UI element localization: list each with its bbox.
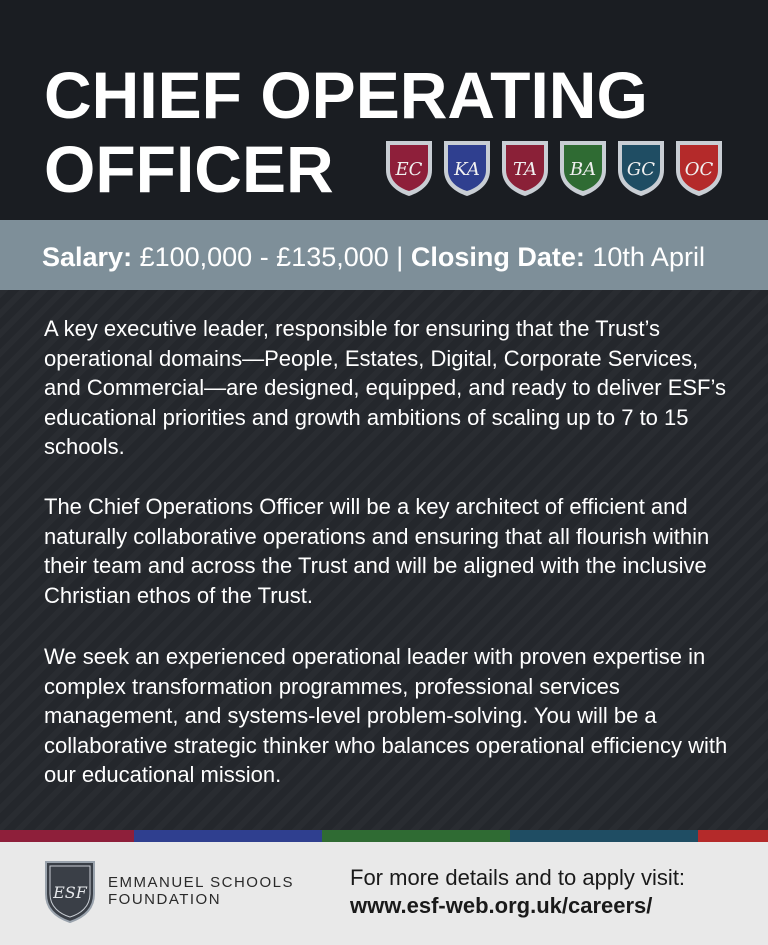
school-monogram: TA xyxy=(512,159,538,180)
organisation-name-line-2: FOUNDATION xyxy=(108,891,222,908)
apply-instructions: For more details and to apply visit: xyxy=(350,865,686,890)
color-strip-segment xyxy=(0,830,134,842)
page-title-line-2: OFFICER xyxy=(44,132,334,206)
school-monogram: OC xyxy=(684,159,714,180)
school-monogram: BA xyxy=(569,159,597,180)
closing-date-value: 10th April xyxy=(592,242,705,272)
school-shield-icon xyxy=(500,138,550,198)
school-shield-icon xyxy=(674,138,724,198)
organisation-name xyxy=(108,874,294,908)
school-shield-icon xyxy=(442,138,492,198)
school-shield-icon xyxy=(616,138,666,198)
job-description xyxy=(0,290,768,830)
header xyxy=(0,0,768,220)
school-shield-icon xyxy=(558,138,608,198)
logo-monogram: ESF xyxy=(53,883,87,902)
school-monogram: KA xyxy=(454,159,480,180)
description-paragraph-1: A key executive leader, responsible for ensuring that the Trust’s operational domains—People, Estates, Digital, Corporate Services, and Commercial—are designed, equipped, and ready to deliver ESF’s educational priorities and growth ambitions of scaling up to 7 to 15 schools. xyxy=(44,316,726,459)
school-monogram: GC xyxy=(626,159,656,180)
description-paragraph-2: The Chief Operations Officer will be a key architect of efficient and naturally collaborative operations and ensuring that all flourish within their team and across the Trust and will be aligned with the inclusive Christian ethos of the Trust. xyxy=(44,494,710,608)
school-monogram: EC xyxy=(395,159,423,180)
page-title-line-1: CHIEF OPERATING xyxy=(44,58,648,132)
salary-value: £100,000 - £135,000 | xyxy=(139,242,404,272)
color-strip-segment xyxy=(510,830,698,842)
color-strip-segment xyxy=(134,830,322,842)
color-strip xyxy=(0,830,768,842)
salary-bar xyxy=(0,220,768,290)
footer xyxy=(0,842,768,945)
careers-link[interactable]: www.esf-web.org.uk/careers/ xyxy=(350,893,653,918)
description-paragraph-3: We seek an experienced operational leader with proven expertise in complex transformation programmes, professional services management, and systems-level problem-solving. You will be a collaborative strategic thinker who balances operational efficiency with our educational mission. xyxy=(44,644,728,787)
esf-logo-icon xyxy=(44,860,96,924)
salary-line xyxy=(42,242,705,272)
school-shields xyxy=(384,138,724,200)
closing-date-label: Closing Date: xyxy=(410,242,585,272)
color-strip-segment xyxy=(698,830,768,842)
organisation-name-line-1: EMMANUEL SCHOOLS xyxy=(108,874,294,891)
school-shield-icon xyxy=(384,138,434,198)
salary-label: Salary: xyxy=(42,242,133,272)
color-strip-segment xyxy=(322,830,510,842)
